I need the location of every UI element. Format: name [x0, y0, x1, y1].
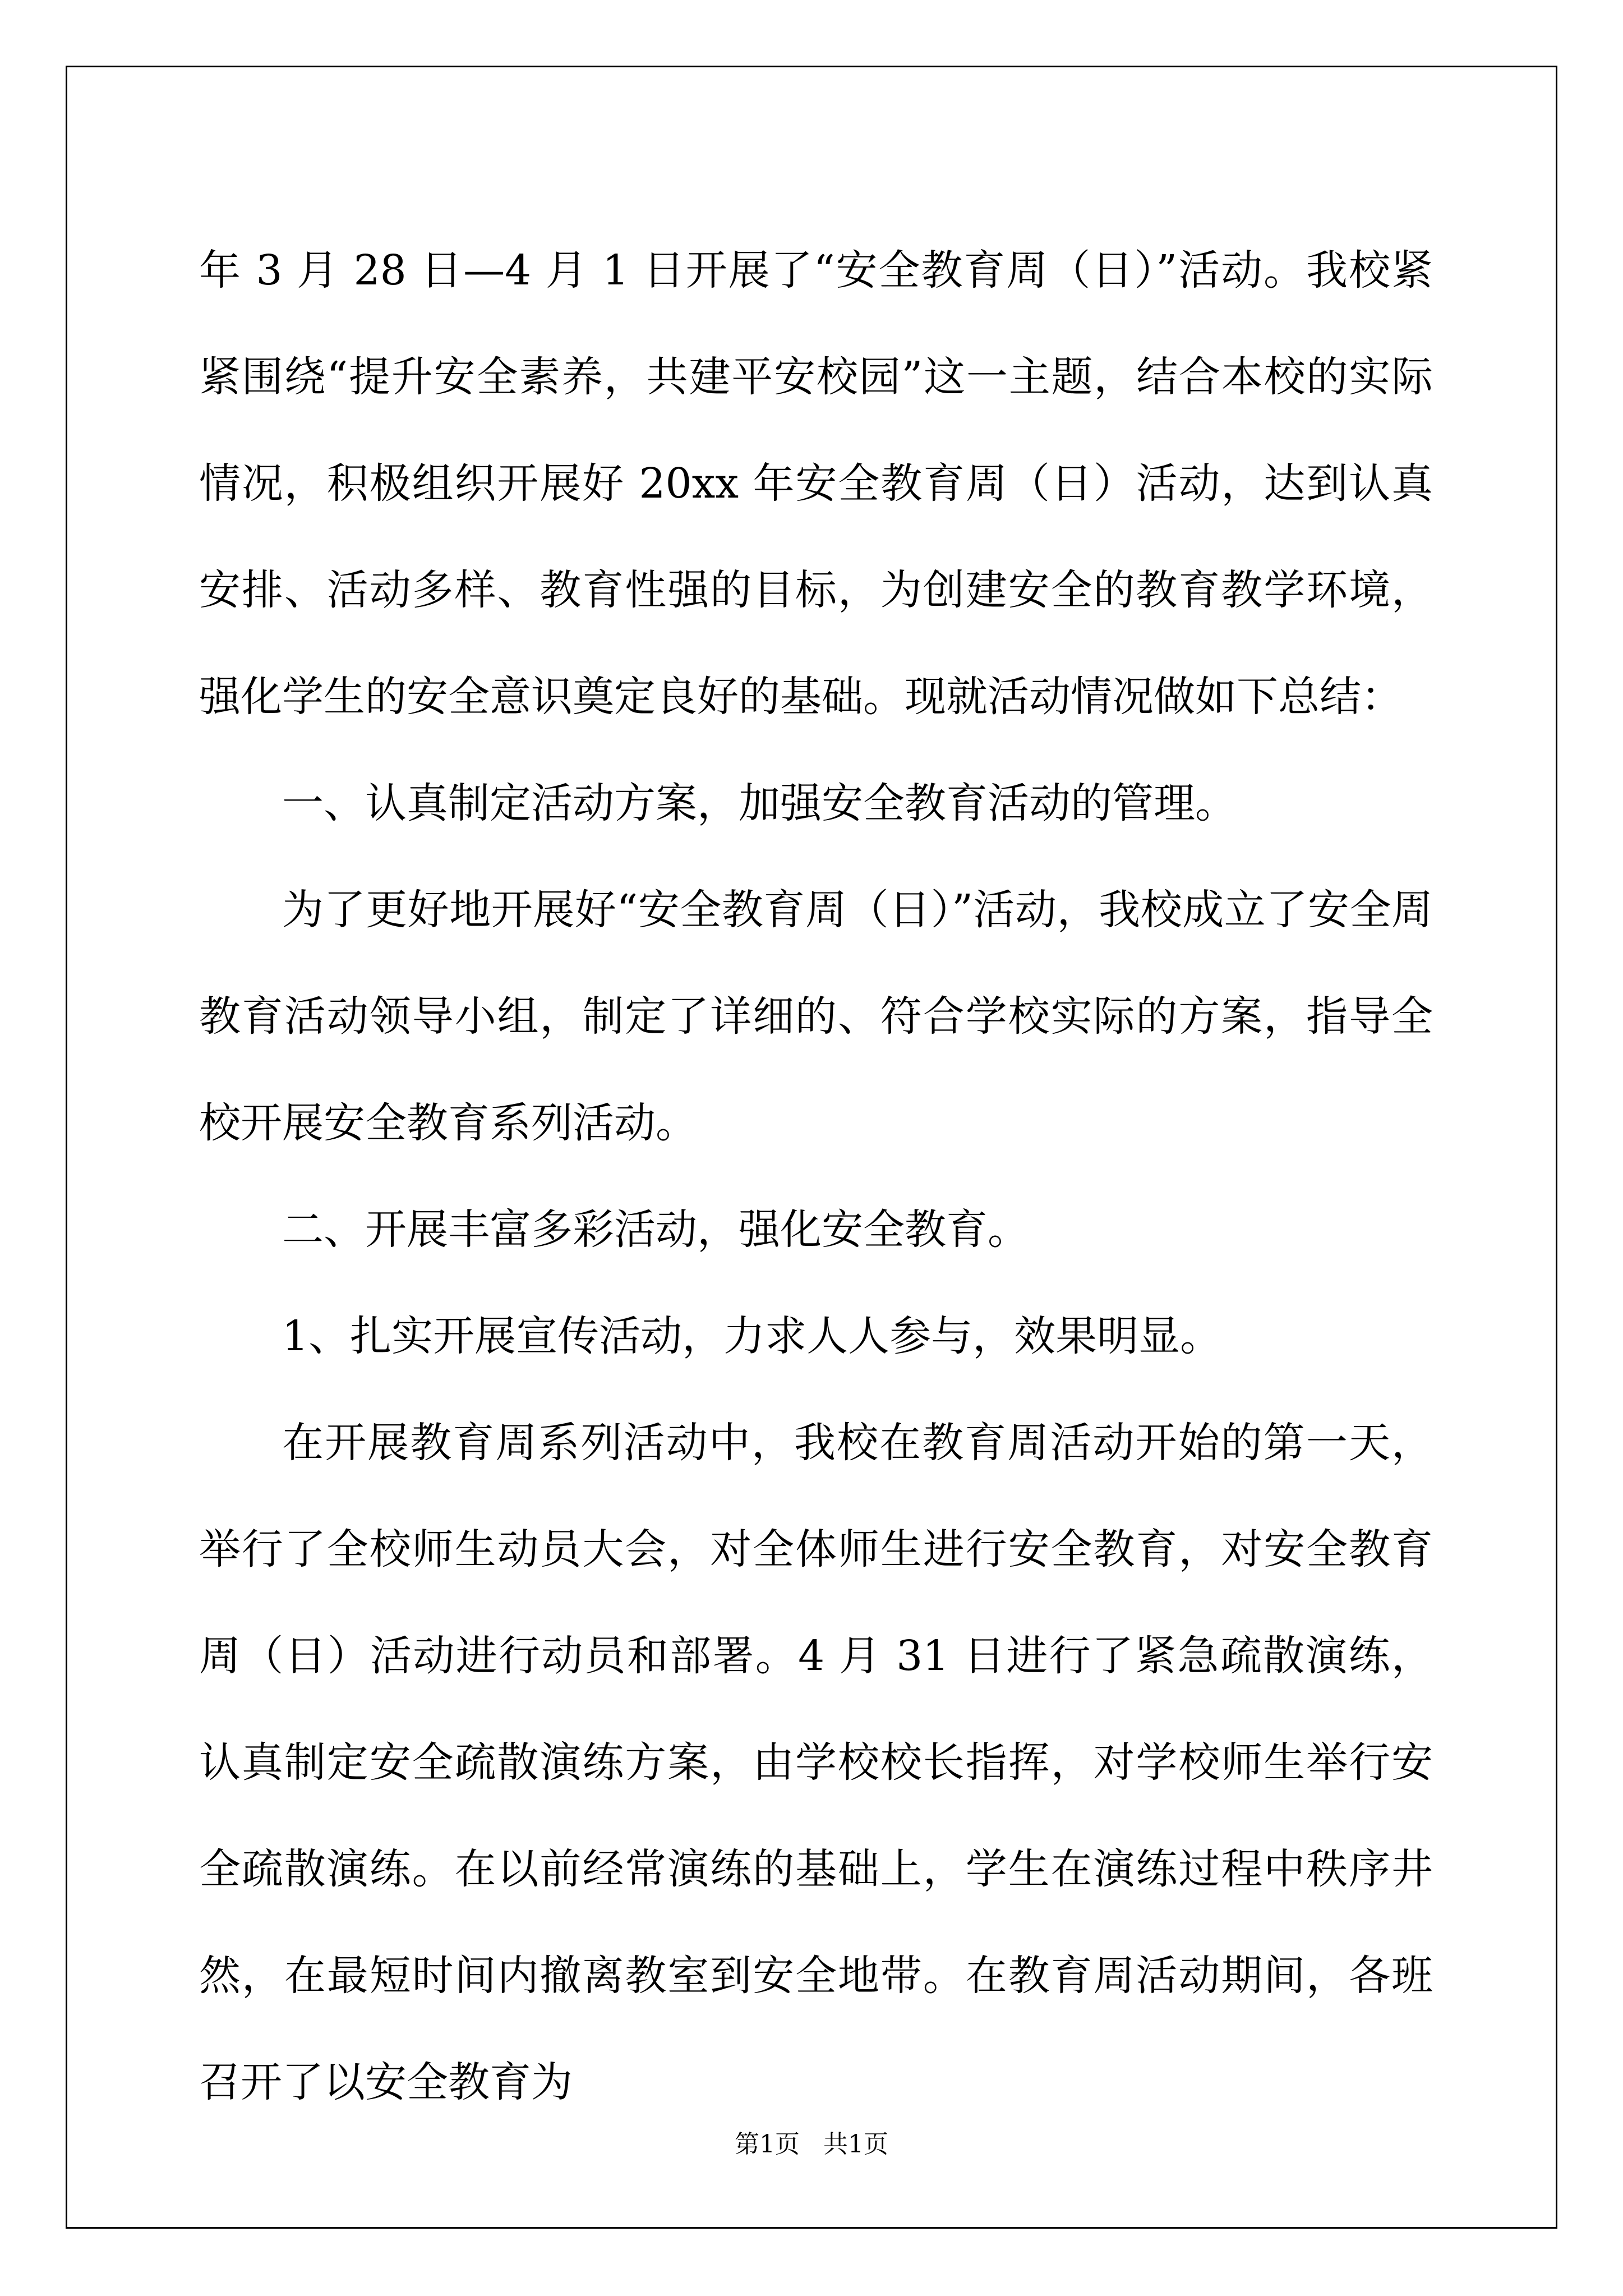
paragraph-item-one: 在开展教育周系列活动中，我校在教育周活动开始的第一天，举行了全校师生动员大会，对全体师生进行安全教育，对安全教育周（日）活动进行动员和部署。4 月 31 日进行了紧急疏散演练，认真制定安全疏散演练方案，由学校校长指挥，对学校师生举行安全疏散演练。在以前经常演练的基础上，学生在演练过程中秩序井然，在最短时间内撤离教室到安全地带。在教育周活动期间，各班召开了以安全教育为 [199, 1419, 1433, 2106]
heading-section-two: 二、开展丰富多彩活动，强化安全教育。 [282, 1205, 1029, 1254]
subheading-item-one: 1、扎实开展宣传活动，力求人人参与，效果明显。 [282, 1312, 1222, 1360]
paragraph-section-one: 为了更好地开展好“安全教育周（日）”活动，我校成立了安全周教育活动领导小组，制定了详细的、符合学校实际的方案，指导全校开展安全教育系列活动。 [199, 886, 1433, 1147]
page-footer: 第1页 共1页 [735, 2130, 888, 2159]
paragraph-intro: 年 3 月 28 日—4 月 1 日开展了“安全教育周（日）”活动。我校紧紧围绕“提升安全素养，共建平安校园”这一主题，结合本校的实际情况，积极组织开展好 20xx 年安全教育周（日）活动，达到认真安排、活动多样、教育性强的目标，为创建安全的教育教学环境，强化学生的安全意识奠定良好的基础。现就活动情况做如下总结： [199, 246, 1433, 721]
heading-section-one: 一、认真制定活动方案，加强安全教育活动的管理。 [282, 779, 1237, 827]
document-body [199, 217, 1433, 2136]
